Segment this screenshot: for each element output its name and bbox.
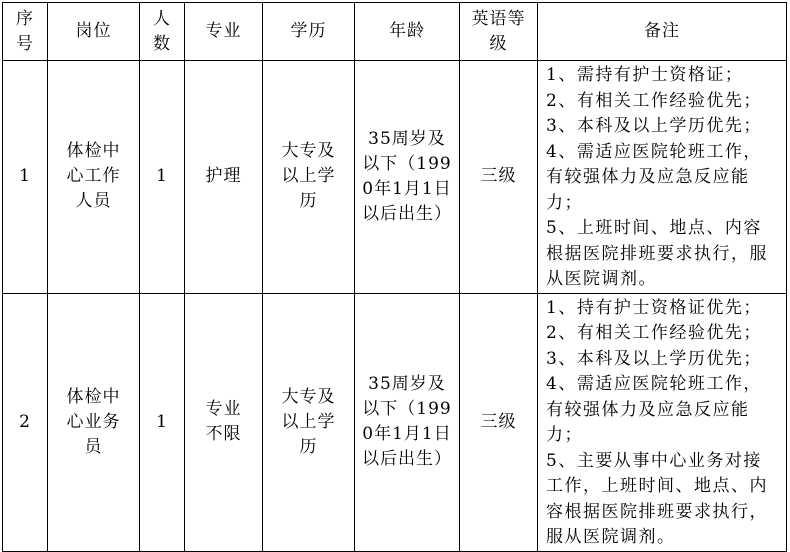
header-post: 岗位 (48, 3, 140, 61)
cell-age: 35周岁及以下（1990年1月1日以后出生） (355, 293, 460, 551)
cell-post: 体检中心工作人员 (48, 61, 140, 294)
cell-age: 35周岁及以下（1990年1月1日以后出生） (355, 61, 460, 294)
cell-post: 体检中心业务员 (48, 293, 140, 551)
remark-line: 3、本科及以上学历优先； (546, 348, 762, 369)
header-age: 年龄 (355, 3, 460, 61)
remark-line: 2、有相关工作经验优先； (546, 323, 762, 343)
table-row (3, 293, 787, 551)
remark-line: 4、需适应医院轮班工作，有较强体力及应急反应能力； (546, 141, 762, 213)
cell-major: 护理 (185, 61, 263, 294)
remark-line: 1、需持有护士资格证； (546, 65, 744, 85)
cell-english: 三级 (460, 61, 538, 294)
cell-education: 大专及以上学历 (263, 293, 355, 551)
header-major: 专业 (185, 3, 263, 61)
header-english: 英语等级 (460, 3, 538, 61)
remark-line: 5、上班时间、地点、内容根据医院排班要求执行，服从医院调剂。 (546, 218, 768, 289)
header-count: 人数 (140, 3, 185, 61)
cell-major: 专业不限 (185, 293, 263, 551)
header-education: 学历 (263, 3, 355, 61)
cell-education: 大专及以上学历 (263, 61, 355, 294)
cell-count: 1 (140, 293, 185, 551)
cell-seq: 2 (3, 293, 48, 551)
remark-line: 1、持有护士资格证优先； (546, 297, 762, 318)
cell-count: 1 (140, 61, 185, 294)
header-seq: 序号 (3, 3, 48, 61)
remark-line: 4、需适应医院轮班工作，有较强体力及应急反应能力； (546, 374, 762, 445)
cell-remarks (538, 61, 787, 294)
cell-english: 三级 (460, 293, 538, 551)
remark-line: 2、有相关工作经验优先； (546, 90, 762, 111)
remark-line: 5、主要从事中心业务对接工作，上班时间、地点、内容根据医院排班要求执行，服从医院调剂。 (546, 450, 768, 547)
header-remarks: 备注 (538, 3, 787, 61)
cell-seq: 1 (3, 61, 48, 294)
remark-line: 3、本科及以上学历优先； (546, 116, 762, 136)
cell-remarks (538, 293, 787, 551)
table-row (3, 61, 787, 294)
recruitment-table (2, 2, 787, 552)
header-row (3, 3, 787, 61)
